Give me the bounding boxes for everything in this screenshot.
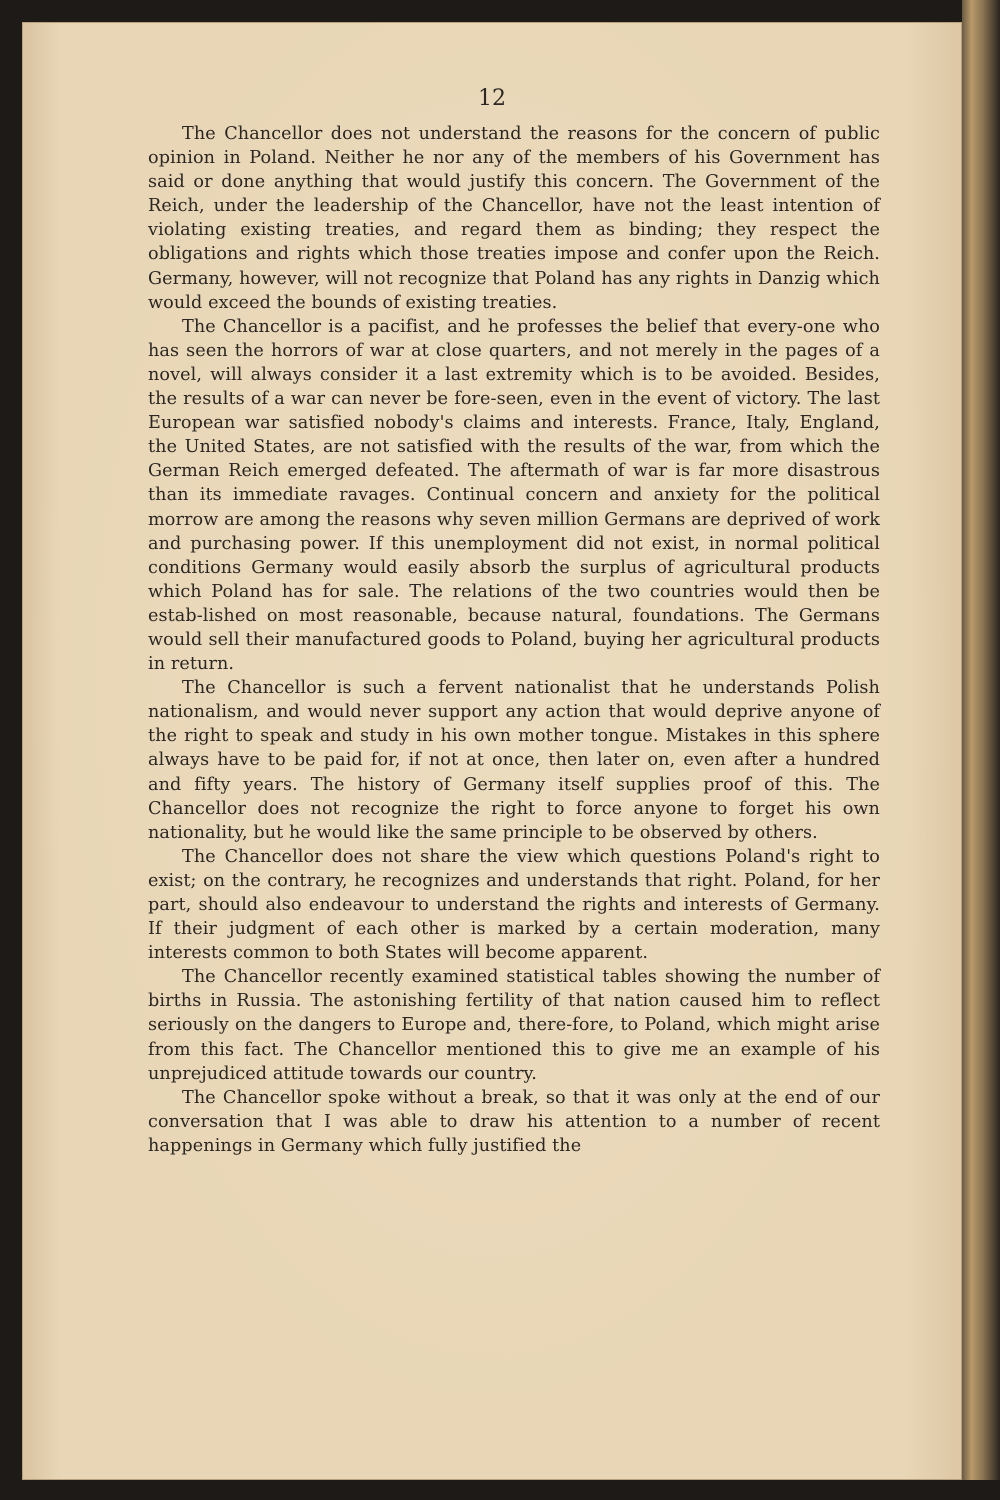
book-spine-edge (962, 0, 1000, 1500)
body-text (148, 122, 880, 1158)
paragraph: The Chancellor is such a fervent nationalist that he understands Polish nationalism, and would never support any action that would deprive anyone of the right to speak and study in his own mother tongue. Mistakes in this sphere always have to be paid for, if not at once, then later on, even after a hundred and fifty years. The history of Germany itself supplies proof of this. The Chancellor does not recognize the right to force anyone to forget his own nationality, but he would like the same principle to be observed by others. (148, 678, 880, 843)
paragraph: The Chancellor recently examined statistical tables showing the number of births in Russia. The astonishing fertility of that nation caused him to reflect seriously on the dangers to Europe and, there-fore, to Poland, which might arise from this fact. The Chancellor mentioned this to give me an example of his unprejudiced attitude towards our country. (148, 967, 880, 1084)
page-number: 12 (478, 86, 506, 111)
paragraph: The Chancellor is a pacifist, and he professes the belief that every-one who has seen the horrors of war at close quarters, and not merely in the pages of a novel, will always consider it a last extremity which is to be avoided. Besides, the results of a war can never be fore-seen, even in the event of victory. The last European war satisfied nobody's claims and interests. France, Italy, England, the United States, are not satisfied with the results of the war, from which the German Reich emerged defeated. The aftermath of war is far more disastrous than its immediate ravages. Continual concern and anxiety for the political morrow are among the reasons why seven million Germans are deprived of work and purchasing power. If this unemployment did not exist, in normal political conditions Germany would easily absorb the surplus of agricultural products which Poland has for sale. The relations of the two countries would then be estab-lished on most reasonable, because natural, foundations. The Germans would sell their manufactured goods to Poland, buying her agricultural products in return. (148, 316, 880, 675)
paragraph: The Chancellor spoke without a break, so that it was only at the end of our conversation that I was able to draw his attention to a number of recent happenings in Germany which fully justified the (148, 1087, 880, 1156)
book-page (22, 22, 962, 1480)
paragraph: The Chancellor does not share the view which questions Poland's right to exist; on the contrary, he recognizes and understands that right. Poland, for her part, should also endeavour to understand the rights and interests of Germany. If their judgment of each other is marked by a certain moderation, many interests common to both States will become apparent. (148, 846, 880, 964)
bottom-edge-shadow (0, 1480, 1000, 1500)
paragraph: The Chancellor does not understand the reasons for the concern of public opinion in Poland. Neither he nor any of the members of his Government has said or done anything that would justify this concern. The Government of the Reich, under the leadership of the Chancellor, have not the least intention of violating existing treaties, and regard them as binding; they respect the obligations and rights which those treaties impose and confer upon the Reich. Germany, however, will not recognize that Poland has any rights in Danzig which would exceed the bounds of existing treaties. (148, 124, 880, 313)
